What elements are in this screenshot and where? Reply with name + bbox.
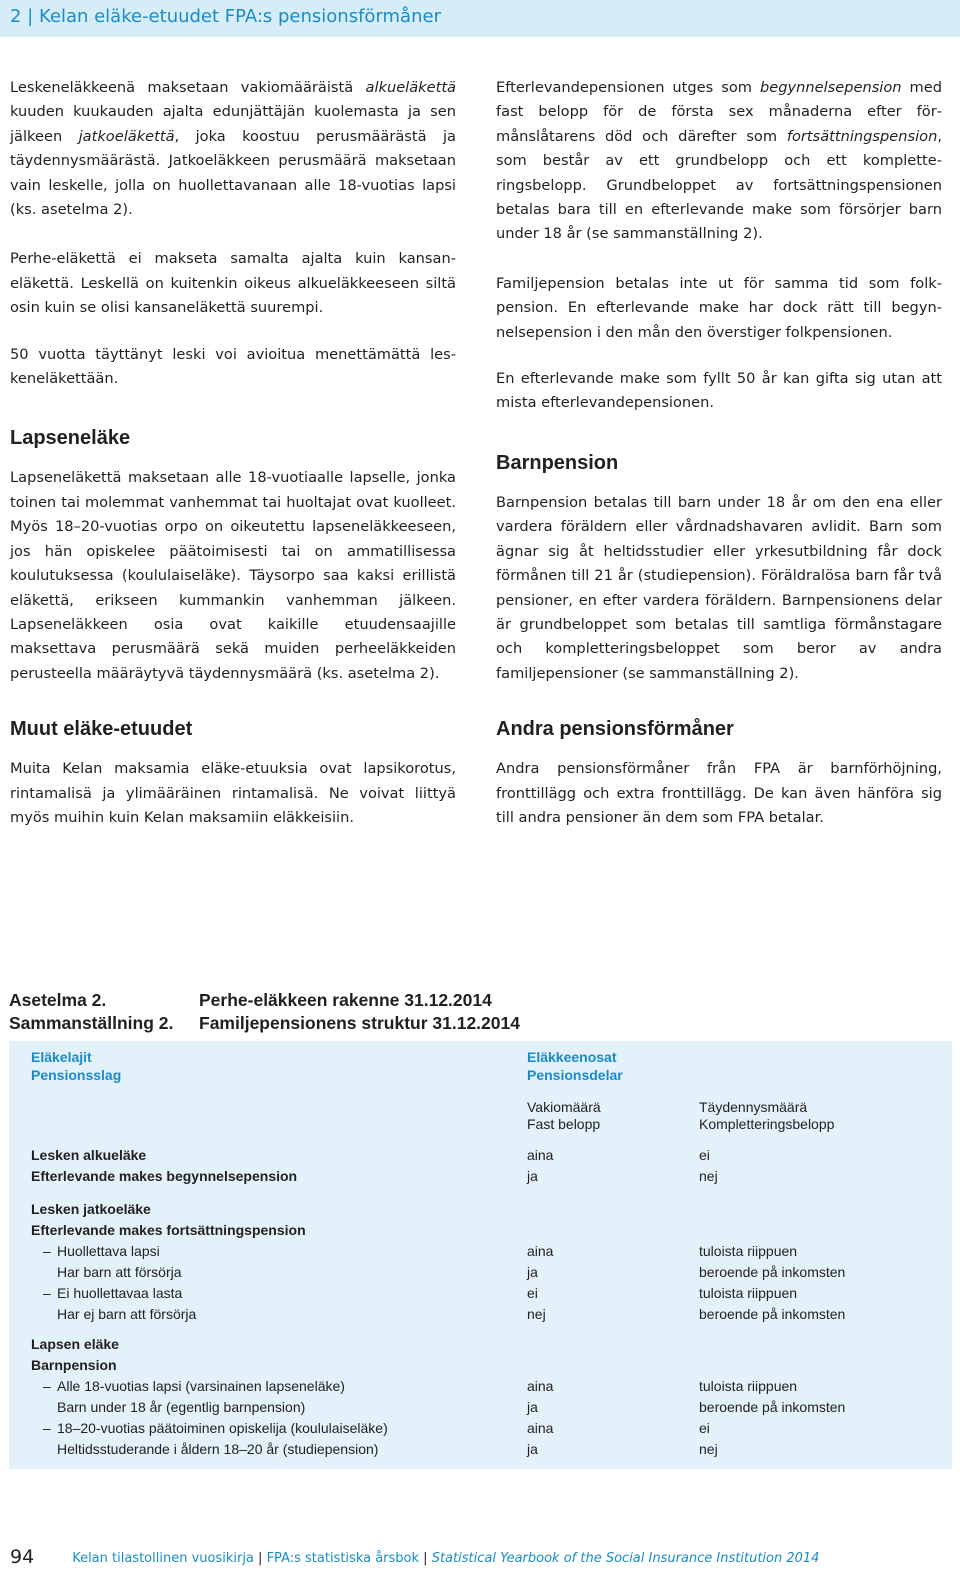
row-fast-belopp: nej <box>527 1306 546 1322</box>
paragraph-andra-pensionsformaner: Andra pensionsförmåner från FPA är barnförhöjning, fronttillägg och extra fronttillägg. De kan även hänföra sig till andra pensioner än dem som FPA betalar. <box>496 760 942 826</box>
row-fast-belopp: aina <box>527 1420 554 1436</box>
page-footer <box>10 1545 819 1567</box>
row-kompletteringsbelopp: tuloista riippuen <box>699 1285 798 1301</box>
row-fast-belopp: ja <box>527 1399 538 1415</box>
group-label: Efterlevande makes fortsättningspension <box>31 1222 306 1238</box>
row-kompletteringsbelopp: beroende på inkomsten <box>699 1306 846 1322</box>
row-kompletteringsbelopp: ei <box>699 1147 710 1163</box>
page-number: 94 <box>10 1546 35 1568</box>
table-title <box>9 989 520 1035</box>
row-kompletteringsbelopp: beroende på inkomsten <box>699 1399 846 1415</box>
col-header-pensionsslag-fi: Eläkelajit <box>31 1049 92 1065</box>
swedish-column <box>496 76 942 830</box>
row-kompletteringsbelopp: beroende på inkomsten <box>699 1264 846 1280</box>
col-header-pensionsdelar-sv: Pensionsdelar <box>527 1067 623 1083</box>
table-title-fi-number: Asetelma 2. <box>9 990 107 1010</box>
paragraph-perhe-elake: Perhe-eläkettä ei makseta samalta ajalta kuin kansaneläkettä. Leskellä on kuitenkin oikeus alkueläkkeeseen siltä osin kuin se olisi kansaneläkettä suurempi. <box>10 250 456 317</box>
row-label: – Ei huollettavaa lasta <box>43 1285 183 1301</box>
paragraph-make-50: En efterlevande make som fyllt 50 år kan gifta sig utan att mista efterlevandepensionen. <box>496 370 942 412</box>
row-label: Lesken alkueläke <box>31 1147 147 1163</box>
footer-title-fi: Kelan tilastollinen vuosikirja <box>72 1551 254 1566</box>
row-fast-belopp: aina <box>527 1147 554 1163</box>
table-title-sv: Familjepensionens struktur 31.12.2014 <box>199 1013 520 1033</box>
row-fast-belopp: aina <box>527 1243 554 1259</box>
paragraph-muut-elake-etuudet: Muita Kelan maksamia eläke-etuuksia ovat lapsikorotus, rintamalisä ja ylimääräinen rintamalisä. Ne voivat liittyä myös muihin kuin Kelan maksamiin eläkkeisiin. <box>10 760 456 826</box>
col-header-kompletteringsbelopp-sv: Kompletteringsbelopp <box>699 1116 835 1132</box>
paragraph-efterlevandepension: Efterlevandepensionen utges som begynnelsepension med fast belopp för de första sex månaderna efter förmånslåtarens död och därefter som fortsättningspension, som består av ett grundbelopp och ett kompletteringsbelopp. Grundbeloppet av fortsättningspensionen betalas bara till en efterlevande make som försörjer barn under 18 år (se sammanställning 2). <box>496 79 942 243</box>
heading-lapsenelake: Lapseneläke <box>10 427 131 450</box>
row-label: – Huollettava lapsi <box>43 1243 160 1259</box>
dash: – <box>43 1420 51 1436</box>
page-header-title: 2 | Kelan eläke-etuudet FPA:s pensionsförmåner <box>10 6 441 27</box>
paragraph-leskenelake: Leskeneläkkeenä maksetaan vakiomääräistä alkueläkettä kuuden kuukauden ajalta edunjättäjän kuolemasta ja sen jälkeen jatkoeläkettä, joka koostuu perusmäärästä ja täydennysmäärästä. Jatkoeläkkeen perusmäärä maksetaan vain leskelle, jolla on huollettavanaan alle 18-vuotias lapsi (ks. asetelma 2). <box>10 79 456 219</box>
row-fast-belopp: aina <box>527 1378 554 1394</box>
row-label: – 18–20-vuotias päätoiminen opiskelija (koululaiseläke) <box>43 1420 388 1436</box>
row-fast-belopp: ja <box>527 1441 538 1457</box>
dash: – <box>43 1243 51 1259</box>
row-label: Har ej barn att försörja <box>57 1306 197 1322</box>
row-kompletteringsbelopp: nej <box>699 1441 718 1457</box>
group-label: Barnpension <box>31 1357 117 1373</box>
pension-structure-table <box>9 1041 952 1469</box>
row-label: – Alle 18-vuotias lapsi (varsinainen lapseneläke) <box>43 1378 345 1394</box>
heading-barnpension: Barnpension <box>496 451 619 474</box>
row-label: Efterlevande makes begynnelsepension <box>31 1168 298 1184</box>
paragraph-familjepension: Familjepension betalas inte ut för samma tid som folkpension. En efterlevande make har dock rätt till begynnelsepension i den mån den överstiger folkpensionen. <box>496 274 942 341</box>
footer-title-sv: FPA:s statistiska årsbok <box>266 1551 420 1566</box>
row-kompletteringsbelopp: tuloista riippuen <box>699 1378 798 1394</box>
finnish-column <box>10 76 456 830</box>
dash: – <box>43 1378 51 1394</box>
col-header-pensionsslag-sv: Pensionsslag <box>31 1067 122 1083</box>
row-fast-belopp: ja <box>527 1264 538 1280</box>
page-header <box>0 0 960 37</box>
col-header-kompletteringsbelopp-fi: Täydennysmäärä <box>699 1099 808 1115</box>
col-header-fast-belopp-sv: Fast belopp <box>527 1116 601 1132</box>
paragraph-lapsenelake: Lapseneläkettä maksetaan alle 18-vuotiaalle lapselle, jonka toinen tai molemmat vanhemmat tai huoltajat ovat kuolleet. Myös 18–20-vuotias orpo on oikeutettu lapseneläkkeeseen, jos hän opiskelee päätoimisesti tai on ammatillisessa koulutuksessa (koululaiseläke). Täysorpo saa kaksi erillistä eläkettä, erikseen kummankin vanhemman jälkeen. Lapseneläkkeen osia ovat kaikille etuudensaajille maksettava perusmäärä sekä muiden perheeläkkeiden perusteella määräytyvä täydennysmäärä (ks. asetelma 2). <box>10 469 456 682</box>
footer-separator: | <box>423 1551 428 1566</box>
row-label: Heltidsstuderande i åldern 18–20 år (studiepension) <box>57 1441 379 1457</box>
paragraph-barnpension: Barnpension betalas till barn under 18 år om den ena eller vardera föräldern eller vårdnadshavaren avlidit. Barn som ägnar sig åt heltidsstudier eller yrkesutbildning får dock förmånen till 21 år (studiepension). Föräldralösa barn får två pensioner, en efter vardera föräldern. Barnpensionens delar är grundbeloppet som betalas till samtliga förmånstagare och kompletteringsbeloppet som beror av andra familjepensioner (se sammanställning 2). <box>496 493 942 682</box>
row-fast-belopp: ja <box>527 1168 538 1184</box>
col-header-fast-belopp-fi: Vakiomäärä <box>527 1099 601 1115</box>
row-kompletteringsbelopp: nej <box>699 1168 718 1184</box>
footer-separator: | <box>258 1551 263 1566</box>
heading-muut-elake-etuudet: Muut eläke-etuudet <box>10 718 193 741</box>
row-kompletteringsbelopp: ei <box>699 1420 710 1436</box>
group-label: Lesken jatkoeläke <box>31 1201 151 1217</box>
heading-andra-pensionsformaner: Andra pensionsförmåner <box>496 718 734 741</box>
table-title-sv-number: Sammanställning 2. <box>9 1013 174 1033</box>
col-header-pensionsdelar-fi: Eläkkeenosat <box>527 1049 617 1065</box>
row-kompletteringsbelopp: tuloista riippuen <box>699 1243 798 1259</box>
footer-title-en: Statistical Yearbook of the Social Insurance Institution 2014 <box>431 1551 820 1566</box>
paragraph-leski-50: 50 vuotta täyttänyt leski voi avioitua menettämättä leskeneläkettään. <box>10 345 456 388</box>
row-label: Har barn att försörja <box>57 1264 182 1280</box>
dash: – <box>43 1285 51 1301</box>
row-fast-belopp: ei <box>527 1285 538 1301</box>
group-label: Lapsen eläke <box>31 1336 119 1352</box>
table-title-fi: Perhe-eläkkeen rakenne 31.12.2014 <box>199 990 492 1010</box>
row-label: Barn under 18 år (egentlig barnpension) <box>57 1399 306 1415</box>
